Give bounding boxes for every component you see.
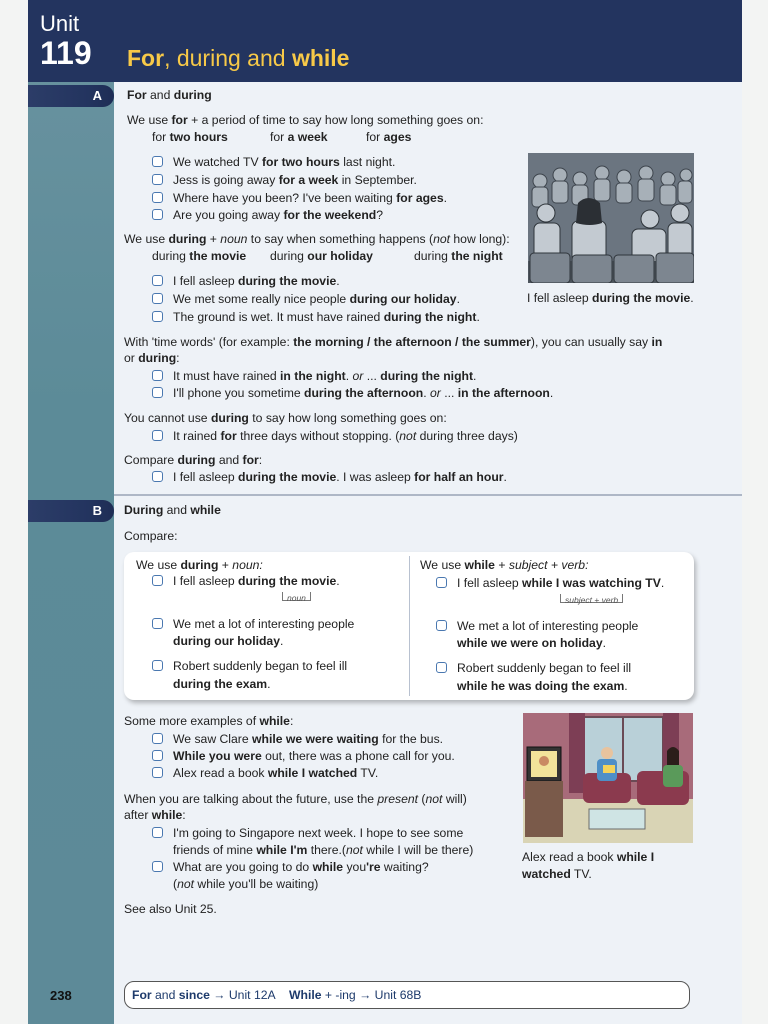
during-example-1: during the movie — [152, 249, 247, 263]
future-sentence-2-line-2: (not while you'll be waiting) — [173, 877, 319, 891]
checkbox[interactable] — [152, 430, 163, 441]
during-intro: We use during + noun to say when something happens (not how long): — [124, 232, 510, 246]
during-example-3: during the night — [414, 249, 503, 263]
while-item-3-line-2: while he was doing the exam. — [457, 679, 628, 693]
checkbox[interactable] — [152, 575, 163, 586]
during-item-3: Robert suddenly began to feel ill — [152, 659, 347, 674]
time-sentence-2: I'll phone you sometime during the afternoon. or ... in the afternoon. — [152, 386, 553, 401]
time-words-line-2: or during: — [124, 351, 180, 365]
checkbox[interactable] — [152, 209, 163, 220]
unit-label: Unit — [40, 11, 80, 36]
living-room-caption-line-1: Alex read a book while I — [522, 850, 655, 864]
future-sentence-1-line-2: friends of mine while I'm there.(not while I will be there) — [173, 843, 474, 857]
section-b-tab: B — [28, 500, 114, 522]
noun-bracket: noun — [282, 592, 311, 601]
compare-intro: Compare during and for: — [124, 453, 263, 467]
movie-theater-illustration — [528, 153, 694, 283]
checkbox[interactable] — [152, 733, 163, 744]
time-words-line-1: With 'time words' (for example: the morning / the afternoon / the summer), you can usually say in — [124, 335, 663, 349]
page-number: 238 — [50, 988, 72, 1003]
for-example-3: for ages — [366, 130, 412, 144]
during-item-3-line-2: during the exam. — [173, 677, 271, 691]
future-intro-line-1: When you are talking about the future, use the present (not will) — [124, 792, 467, 806]
during-item-2: We met a lot of interesting people — [152, 617, 354, 632]
for-example-1: for two hours — [152, 130, 228, 144]
checkbox[interactable] — [436, 662, 447, 673]
while-item-3: Robert suddenly began to feel ill — [436, 661, 631, 676]
cannot-sentence: It rained for three days without stopping. (not during three days) — [152, 429, 518, 444]
checkbox[interactable] — [436, 577, 447, 588]
checkbox[interactable] — [436, 620, 447, 631]
while-item-1: I fell asleep while I was watching TV. — [436, 576, 664, 591]
comparison-divider — [409, 556, 410, 696]
movie-caption: I fell asleep during the movie. — [527, 291, 694, 305]
checkbox[interactable] — [152, 293, 163, 304]
during-item-2-line-2: during our holiday. — [173, 634, 284, 648]
checkbox[interactable] — [152, 192, 163, 203]
checkbox[interactable] — [152, 750, 163, 761]
section-b-heading: During and while — [124, 503, 221, 517]
for-sentence-3: Where have you been? I've been waiting for ages. — [152, 191, 447, 206]
checkbox[interactable] — [152, 827, 163, 838]
checkbox[interactable] — [152, 767, 163, 778]
future-sentence-1: I'm going to Singapore next week. I hope to see some — [152, 826, 463, 841]
during-sentence-3: The ground is wet. It must have rained during the night. — [152, 310, 480, 325]
more-sentence-2: While you were out, there was a phone call for you. — [152, 749, 455, 764]
subject-verb-bracket: subject + verb — [560, 594, 623, 603]
section-divider — [114, 494, 742, 496]
checkbox[interactable] — [152, 861, 163, 872]
future-sentence-2: What are you going to do while you're waiting? — [152, 860, 429, 875]
checkbox[interactable] — [152, 275, 163, 286]
unit-number: 119 — [40, 35, 92, 71]
checkbox[interactable] — [152, 156, 163, 167]
checkbox[interactable] — [152, 618, 163, 629]
during-column-heading: We use during + noun: — [136, 558, 263, 572]
more-sentence-1: We saw Clare while we were waiting for the bus. — [152, 732, 443, 747]
during-sentence-1: I fell asleep during the movie. — [152, 274, 340, 289]
while-item-2: We met a lot of interesting people — [436, 619, 638, 634]
during-sentence-2: We met some really nice people during our holiday. — [152, 292, 460, 307]
link-for-since[interactable]: For and since → Unit 12A — [132, 988, 276, 1002]
living-room-caption-line-2: watched TV. — [522, 867, 592, 881]
during-item-1: I fell asleep during the movie. — [152, 574, 340, 589]
while-column-heading: We use while + subject + verb: — [420, 558, 589, 572]
page-title: For, during and while — [127, 45, 350, 71]
checkbox[interactable] — [152, 471, 163, 482]
section-a-tab: A — [28, 85, 114, 107]
for-example-2: for a week — [270, 130, 328, 144]
for-intro: We use for + a period of time to say how long something goes on: — [127, 113, 484, 127]
link-while-ing[interactable]: While + -ing → Unit 68B — [289, 988, 422, 1002]
for-sentence-1: We watched TV for two hours last night. — [152, 155, 395, 170]
checkbox[interactable] — [152, 387, 163, 398]
more-sentence-3: Alex read a book while I watched TV. — [152, 766, 378, 781]
for-sentence-4: Are you going away for the weekend? — [152, 208, 383, 223]
cannot-intro: You cannot use during to say how long something goes on: — [124, 411, 447, 425]
compare-label: Compare: — [124, 529, 178, 543]
checkbox[interactable] — [152, 311, 163, 322]
while-item-2-line-2: while we were on holiday. — [457, 636, 606, 650]
checkbox[interactable] — [152, 174, 163, 185]
living-room-illustration — [523, 713, 693, 843]
future-intro-line-2: after while: — [124, 808, 186, 822]
compare-sentence: I fell asleep during the movie. I was asleep for half an hour. — [152, 470, 507, 485]
see-also: See also Unit 25. — [124, 902, 217, 916]
more-examples-intro: Some more examples of while: — [124, 714, 294, 728]
for-sentence-2: Jess is going away for a week in September. — [152, 173, 417, 188]
section-a-heading: For and during — [127, 88, 212, 102]
time-sentence-1: It must have rained in the night. or ... during the night. — [152, 369, 476, 384]
checkbox[interactable] — [152, 660, 163, 671]
checkbox[interactable] — [152, 370, 163, 381]
during-example-2: during our holiday — [270, 249, 373, 263]
